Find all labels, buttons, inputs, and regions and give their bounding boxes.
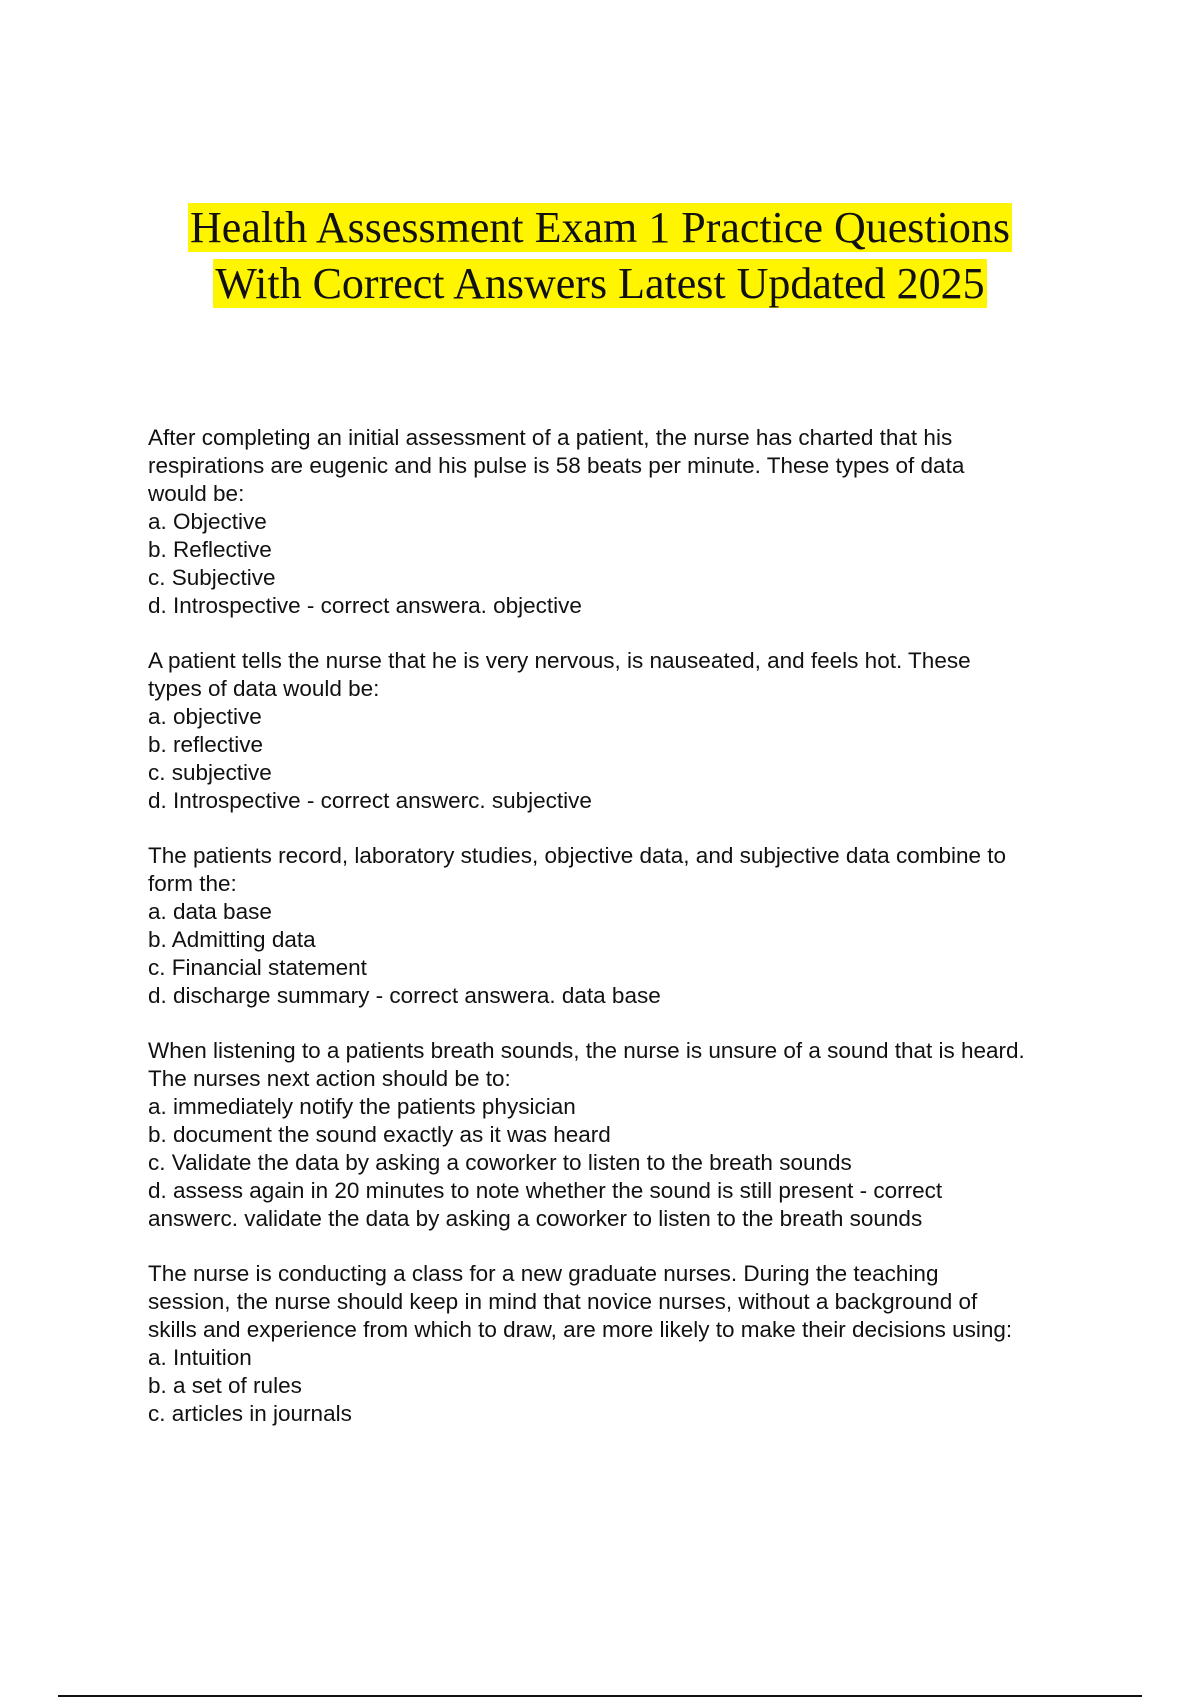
question-list [148,424,1098,1455]
question-2 [148,647,1098,815]
document-title [0,200,1200,312]
question-text-line: After completing an initial assessment of a patient, the nurse has charted that his [148,425,953,450]
question-text-line: skills and experience from which to draw, are more likely to make their decisions using: [148,1317,1013,1342]
answer-option: c. subjective [148,760,272,785]
answer-option: a. immediately notify the patients physician [148,1094,576,1119]
answer-option: b. reflective [148,732,264,757]
answer-option: c. Financial statement [148,955,367,980]
answer-option: a. Intuition [148,1345,252,1370]
answer-option: c. articles in journals [148,1401,352,1426]
answer-option: a. data base [148,899,272,924]
question-text-line: respirations are eugenic and his pulse is 58 beats per minute. These types of data [148,453,965,478]
title-line-2: With Correct Answers Latest Updated 2025 [215,259,985,308]
question-text-line: A patient tells the nurse that he is very nervous, is nauseated, and feels hot. These [148,648,971,673]
question-text-line: When listening to a patients breath sounds, the nurse is unsure of a sound that is heard. [148,1038,1025,1063]
answer-option: b. a set of rules [148,1373,302,1398]
question-text-line: The patients record, laboratory studies, objective data, and subjective data combine to [148,843,1006,868]
question-3 [148,842,1098,1010]
answer-option: a. Objective [148,509,267,534]
footer-divider [58,1695,1142,1697]
answer-option: b. Reflective [148,537,272,562]
answer-option: a. objective [148,704,262,729]
answer-option-with-correct-answer: d. discharge summary - correct answera. data base [148,983,661,1008]
answer-option: b. document the sound exactly as it was heard [148,1122,611,1147]
answer-option-with-correct-answer: d. Introspective - correct answerc. subjective [148,788,592,813]
title-line-1: Health Assessment Exam 1 Practice Questions [190,203,1010,252]
question-text-line: form the: [148,871,237,896]
question-4 [148,1037,1098,1233]
question-text-line: The nurse is conducting a class for a new graduate nurses. During the teaching [148,1261,939,1286]
correct-answer-continuation: answerc. validate the data by asking a coworker to listen to the breath sounds [148,1206,923,1231]
answer-option: c. Subjective [148,565,276,590]
question-text-line: types of data would be: [148,676,380,701]
question-5 [148,1260,1098,1428]
answer-option-with-correct-answer: d. assess again in 20 minutes to note whether the sound is still present - correct [148,1178,943,1203]
answer-option: c. Validate the data by asking a coworker to listen to the breath sounds [148,1150,852,1175]
question-1 [148,424,1098,620]
question-text-line: The nurses next action should be to: [148,1066,511,1091]
answer-option: b. Admitting data [148,927,316,952]
question-text-line: session, the nurse should keep in mind that novice nurses, without a background of [148,1289,978,1314]
answer-option-with-correct-answer: d. Introspective - correct answera. objective [148,593,582,618]
question-text-line: would be: [148,481,245,506]
